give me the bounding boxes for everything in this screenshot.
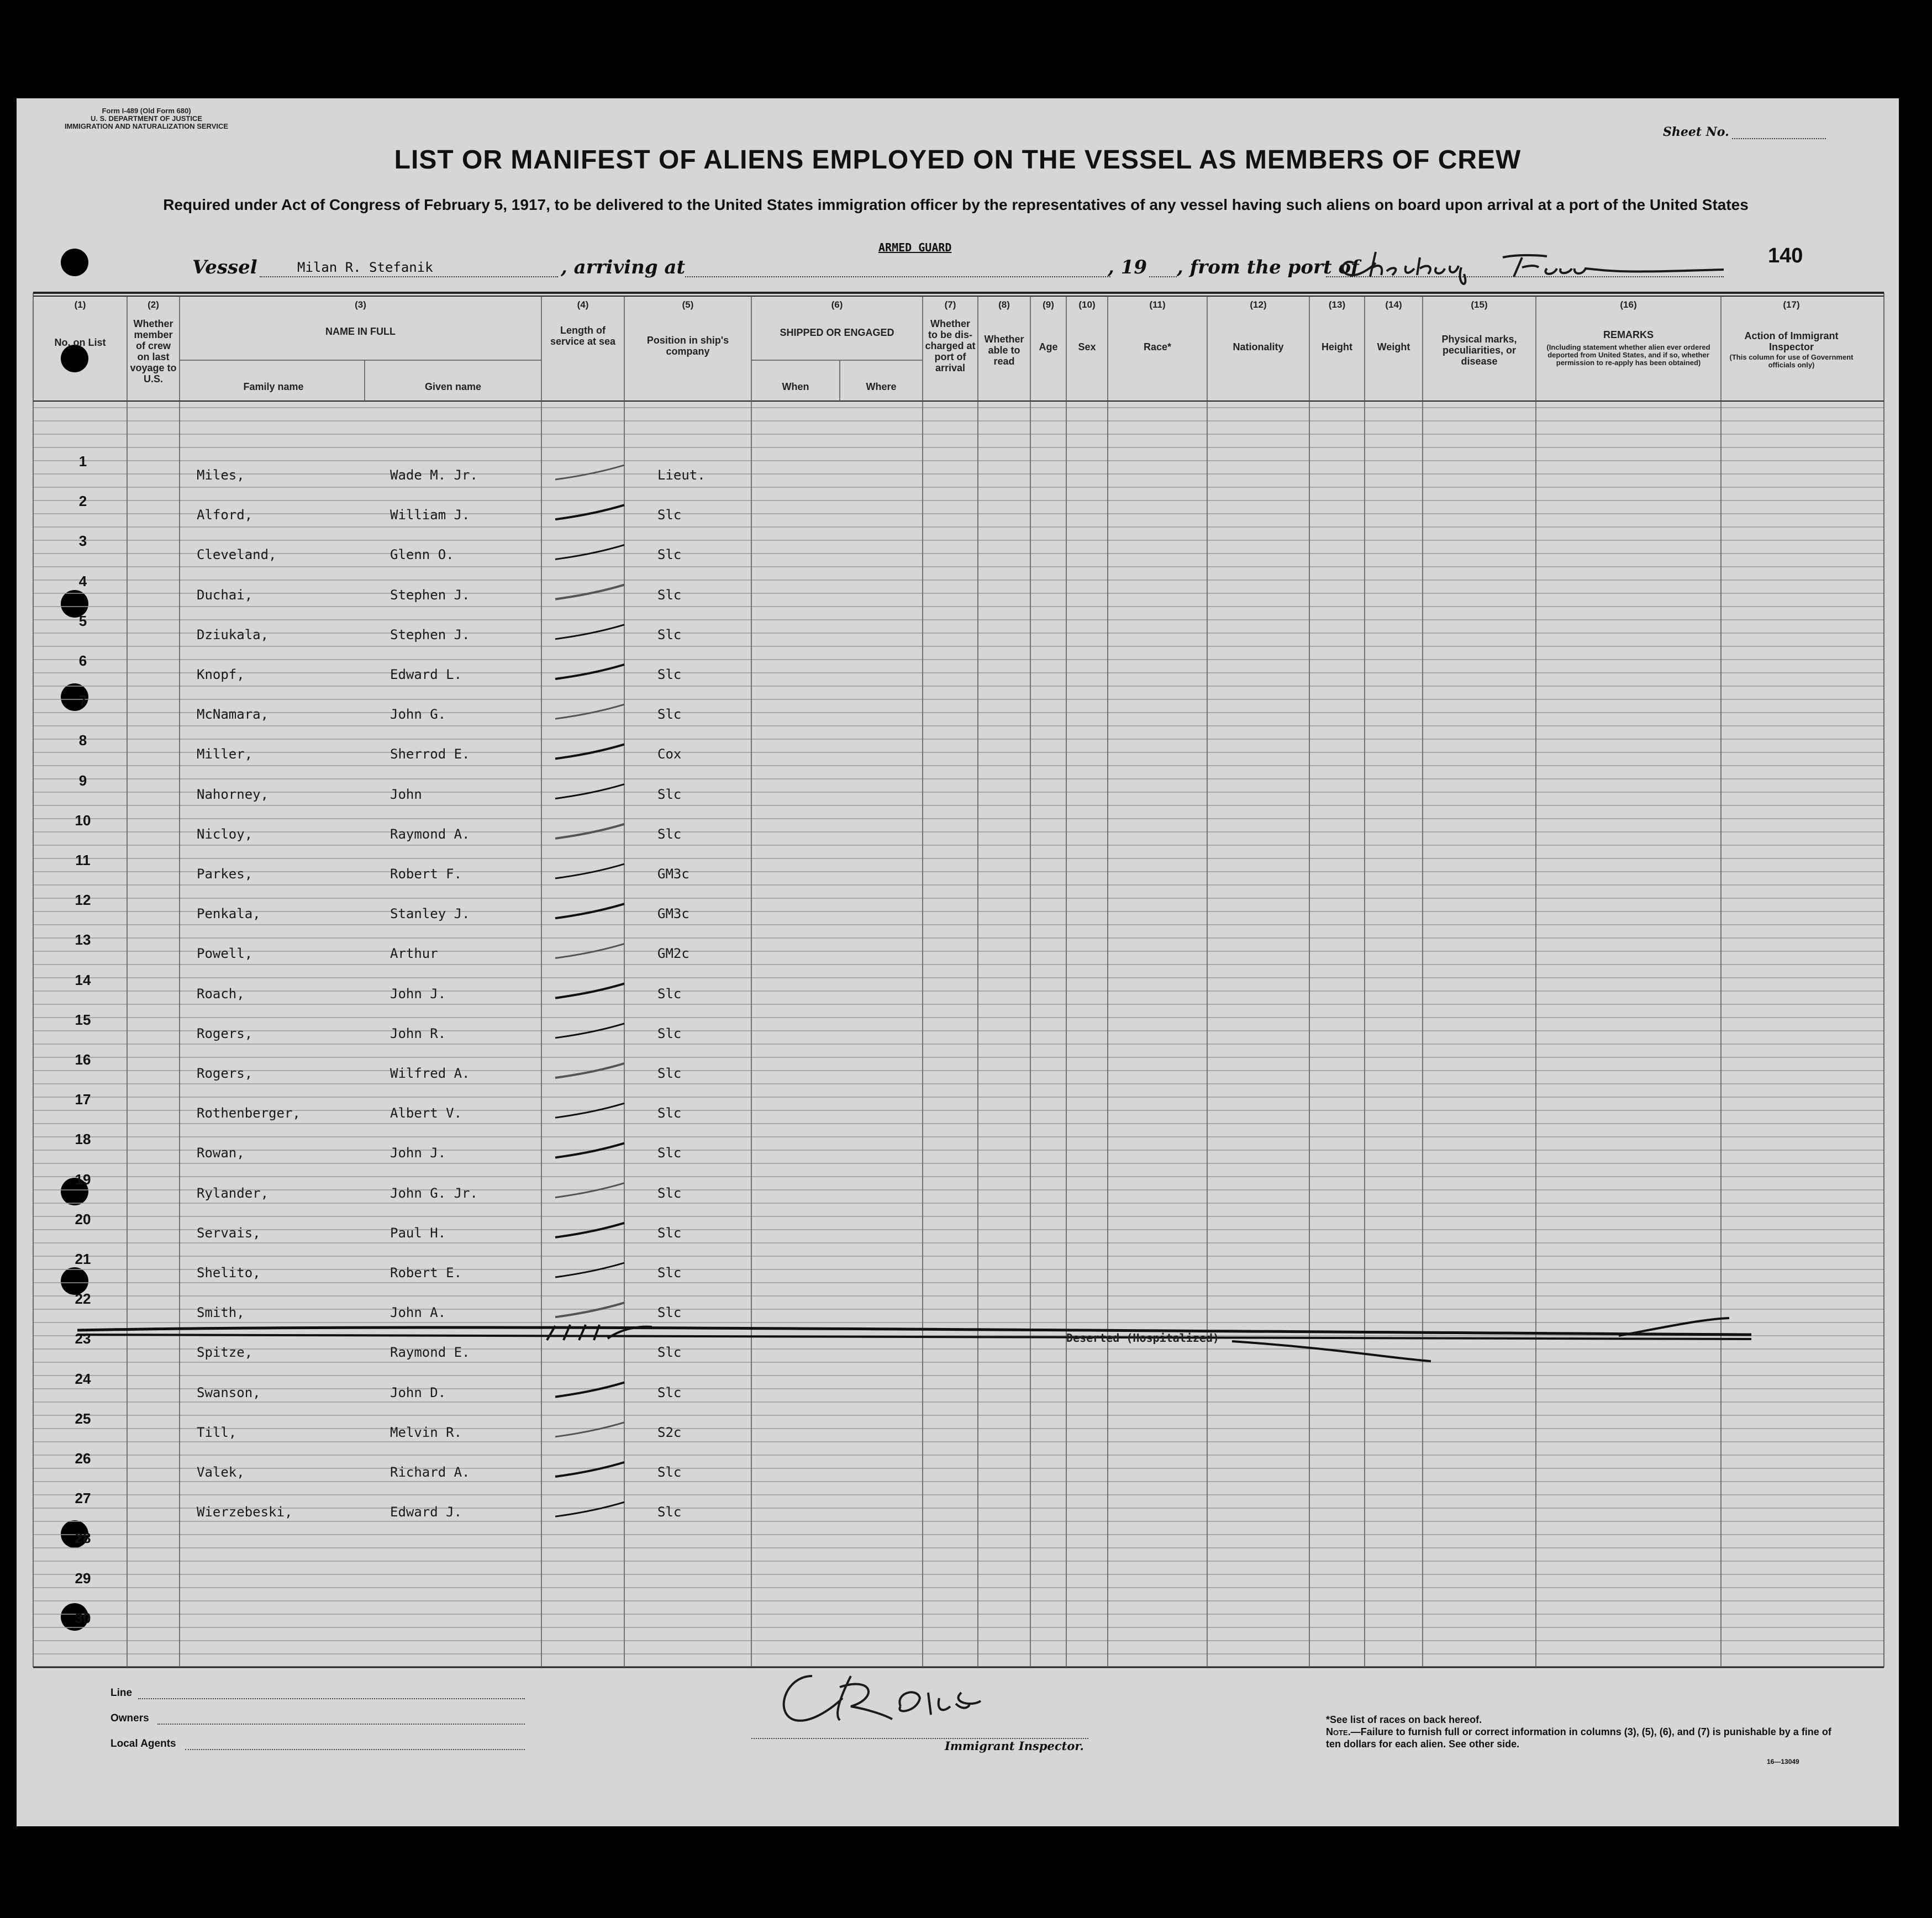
year-label: , 19 — [1108, 256, 1147, 278]
row-number: 15 — [75, 1011, 91, 1028]
family-name: Shelito, — [197, 1265, 261, 1281]
inspector-label: Immigrant Inspector. — [945, 1739, 1084, 1753]
column-header: SHIPPED OR ENGAGED — [780, 327, 894, 338]
local-agents-field — [185, 1749, 525, 1750]
row-number: 26 — [75, 1450, 91, 1467]
family-name: Nicloy, — [197, 826, 253, 842]
column-number: (4) — [577, 299, 589, 310]
line-field — [138, 1698, 525, 1699]
family-name: Penkala, — [197, 906, 261, 922]
sheet-number-label: Sheet No. — [1663, 125, 1729, 139]
family-name: Cleveland, — [197, 547, 277, 563]
row-number: 3 — [78, 533, 87, 550]
family-name: Servais, — [197, 1225, 261, 1241]
given-name: Paul H. — [390, 1225, 446, 1241]
column-header: Height — [1322, 341, 1352, 352]
family-name: Dziukala, — [197, 626, 269, 642]
column-number: (12) — [1250, 299, 1267, 310]
owners-field — [157, 1724, 525, 1725]
position: Slc — [657, 1265, 682, 1281]
position: Slc — [657, 986, 682, 1002]
local-agents-label: Local Agents — [110, 1738, 176, 1750]
position: GM3c — [657, 906, 689, 922]
given-name: Wade M. Jr. — [390, 467, 478, 483]
family-name: Swanson, — [197, 1384, 261, 1400]
family-name: Rylander, — [197, 1185, 269, 1201]
row-number: 24 — [75, 1370, 91, 1387]
given-name: Raymond A. — [390, 826, 470, 842]
column-header: Race* — [1143, 341, 1172, 352]
family-name: Valek, — [197, 1464, 245, 1480]
family-name: Rogers, — [197, 1066, 253, 1081]
position: Slc — [657, 507, 682, 523]
row-number: 6 — [78, 652, 87, 669]
line-label: Line — [110, 1687, 133, 1699]
given-name: John A. — [390, 1305, 446, 1321]
given-name: Edward J. — [390, 1504, 462, 1520]
family-name: Knopf, — [197, 667, 245, 682]
column-header: Nationality — [1233, 341, 1284, 352]
given-name: John G. — [390, 707, 446, 723]
column-number: (14) — [1385, 299, 1402, 310]
given-name: John J. — [390, 1145, 446, 1161]
inspector-signature — [751, 1654, 1061, 1742]
row-number: 4 — [78, 572, 87, 589]
given-name: William J. — [390, 507, 470, 523]
column-header: Length of service at sea — [550, 325, 616, 347]
given-name: Sherrod E. — [390, 746, 470, 762]
column-header: Sex — [1078, 341, 1096, 352]
arriving-label: , arriving at — [561, 256, 686, 278]
row-number: 20 — [75, 1210, 91, 1227]
given-name: Albert V. — [390, 1105, 462, 1121]
position: Slc — [657, 1384, 682, 1400]
position: Slc — [657, 1066, 682, 1081]
row-number: 5 — [78, 612, 87, 629]
given-name: John — [390, 786, 422, 802]
given-name: John J. — [390, 986, 446, 1002]
row-number: 11 — [75, 852, 91, 868]
column-number: (3) — [355, 299, 366, 310]
family-name: Till, — [197, 1424, 237, 1440]
note-label: Note. — [1326, 1726, 1351, 1737]
given-name: Richard A. — [390, 1464, 470, 1480]
row-number: 29 — [75, 1569, 91, 1587]
position: Slc — [657, 1185, 682, 1201]
column-number: (16) — [1620, 299, 1637, 310]
row-number: 22 — [75, 1290, 91, 1308]
row-number: 19 — [75, 1171, 91, 1188]
position: Slc — [657, 1145, 682, 1161]
department-name: U. S. DEPARTMENT OF JUSTICE — [91, 114, 202, 123]
row-number: 1 — [78, 453, 87, 470]
row-number: 25 — [75, 1410, 91, 1427]
given-name-subhead: Given name — [424, 381, 482, 392]
family-name: Rowan, — [197, 1145, 245, 1161]
family-name: Alford, — [197, 507, 253, 523]
where-subhead: Where — [866, 381, 897, 392]
position: Slc — [657, 1105, 682, 1121]
column-number: (9) — [1043, 299, 1054, 310]
position: GM3c — [657, 866, 689, 882]
position: Lieut. — [657, 467, 706, 483]
position: Slc — [657, 1225, 682, 1241]
family-name: Roach, — [197, 986, 245, 1002]
row-number: 7 — [78, 692, 87, 709]
family-name-subhead: Family name — [243, 381, 304, 392]
column-number: (1) — [74, 299, 86, 310]
note-text: —Failure to furnish full or correct information in columns (3), (5), (6), and (7) is punishable by a fine of ten dollars for each alien. See other side. — [1326, 1726, 1831, 1750]
position: Slc — [657, 1464, 682, 1480]
family-name: Miles, — [197, 467, 245, 483]
from-port-label: , from the port of — [1177, 256, 1359, 278]
form-number: Form I-489 (Old Form 680) — [102, 107, 191, 115]
print-code: 16—13049 — [1767, 1758, 1799, 1766]
row-number: 28 — [75, 1530, 91, 1547]
row-number: 10 — [75, 812, 91, 829]
given-name: Arthur — [390, 946, 438, 962]
column-header: REMARKS — [1603, 329, 1654, 340]
column-number: (11) — [1149, 299, 1166, 310]
row-23-remark: Deserted (Hospitalized) — [1066, 1331, 1219, 1345]
manifest-sheet — [17, 98, 1899, 1826]
given-name: John G. Jr. — [390, 1185, 478, 1201]
vessel-name: Milan R. Stefanik — [297, 260, 433, 275]
column-header: Physical marks, peculiarities, or disease — [1441, 334, 1517, 367]
family-name: Miller, — [197, 746, 253, 762]
given-name: Robert F. — [390, 866, 462, 882]
action-note: (This column for use of Government officials only) — [1729, 353, 1854, 369]
row-number: 18 — [75, 1131, 91, 1148]
row-number: 8 — [78, 732, 87, 749]
column-number: (7) — [944, 299, 956, 310]
given-name: Stephen J. — [390, 626, 470, 642]
position: Slc — [657, 626, 682, 642]
race-note: *See list of races on back hereof. — [1326, 1714, 1482, 1725]
document-title: LIST OR MANIFEST OF ALIENS EMPLOYED ON THE VESSEL AS MEMBERS OF CREW — [394, 145, 1522, 175]
row-number: 14 — [75, 971, 91, 988]
row-number: 30 — [75, 1609, 91, 1626]
position: Slc — [657, 1345, 682, 1361]
given-name: Stephen J. — [390, 587, 470, 603]
position: Slc — [657, 587, 682, 603]
column-number: (8) — [998, 299, 1010, 310]
position: GM2c — [657, 946, 689, 962]
position: Slc — [657, 786, 682, 802]
given-name: Raymond E. — [390, 1345, 470, 1361]
family-name: McNamara, — [197, 707, 269, 723]
position: Slc — [657, 547, 682, 563]
owners-label: Owners — [110, 1712, 149, 1724]
given-name: John R. — [390, 1025, 446, 1041]
row-number: 16 — [75, 1051, 91, 1068]
row-number: 13 — [75, 931, 91, 949]
position: Cox — [657, 746, 682, 762]
fine-note — [1326, 1726, 1845, 1750]
position: Slc — [657, 826, 682, 842]
row-number: 23 — [75, 1330, 91, 1347]
row-number: 17 — [75, 1091, 91, 1108]
position: Slc — [657, 1504, 682, 1520]
given-name: Edward L. — [390, 667, 462, 682]
column-header: Position in ship's company — [646, 335, 729, 357]
column-number: (10) — [1078, 299, 1096, 310]
position: Slc — [657, 667, 682, 682]
service-name: IMMIGRATION AND NATURALIZATION SERVICE — [64, 122, 229, 130]
given-name: Glenn O. — [390, 547, 454, 563]
family-name: Smith, — [197, 1305, 245, 1321]
family-name: Duchai, — [197, 587, 253, 603]
family-name: Parkes, — [197, 866, 253, 882]
row-number: 9 — [78, 772, 87, 789]
family-name: Powell, — [197, 946, 253, 962]
row-number: 12 — [75, 892, 91, 909]
page-number: 140 — [1768, 244, 1803, 267]
column-header: Whether to be dis-charged at port of arrival — [925, 318, 976, 373]
column-number: (15) — [1471, 299, 1488, 310]
column-number: (13) — [1328, 299, 1346, 310]
family-name: Wierzebeski, — [197, 1504, 293, 1520]
column-number: (2) — [148, 299, 159, 310]
document-subtitle: Required under Act of Congress of February 5, 1917, to be delivered to the United States immigration officer by the representatives of any vessel having such aliens on board upon arrival at a port of the United States — [163, 196, 1749, 213]
given-name: Robert E. — [390, 1265, 462, 1281]
position: Slc — [657, 1305, 682, 1321]
given-name: Wilfred A. — [390, 1066, 470, 1081]
given-name: Stanley J. — [390, 906, 470, 922]
column-number: (17) — [1783, 299, 1800, 310]
column-header: No. on List — [54, 337, 106, 348]
column-header: Weight — [1377, 341, 1410, 352]
family-name: Rogers, — [197, 1025, 253, 1041]
row-number: 21 — [75, 1251, 91, 1267]
column-header: Age — [1039, 341, 1058, 352]
family-name: Spitze, — [197, 1345, 253, 1361]
position: Slc — [657, 1025, 682, 1041]
column-number: (6) — [831, 299, 843, 310]
column-number: (5) — [682, 299, 694, 310]
family-name: Rothenberger, — [197, 1105, 301, 1121]
remarks-note: (Including statement whether alien ever ordered deported from United States, and if so, whether permission to re-apply has been obtained) — [1546, 343, 1710, 367]
vessel-label: Vessel — [192, 256, 257, 278]
position: S2c — [657, 1424, 682, 1440]
given-name: John D. — [390, 1384, 446, 1400]
column-header: Action of Immigrant Inspector — [1744, 330, 1839, 352]
row-number: 2 — [78, 493, 87, 510]
row-number: 27 — [75, 1490, 91, 1507]
family-name: Nahorney, — [197, 786, 269, 802]
column-header: Whether able to read — [984, 334, 1024, 367]
column-header: Whether member of crew on last voyage to U.S. — [130, 318, 177, 384]
column-header: NAME IN FULL — [325, 326, 396, 337]
when-subhead: When — [782, 381, 809, 392]
given-name: Melvin R. — [390, 1424, 462, 1440]
position: Slc — [657, 707, 682, 723]
armed-guard-label: ARMED GUARD — [878, 241, 952, 254]
